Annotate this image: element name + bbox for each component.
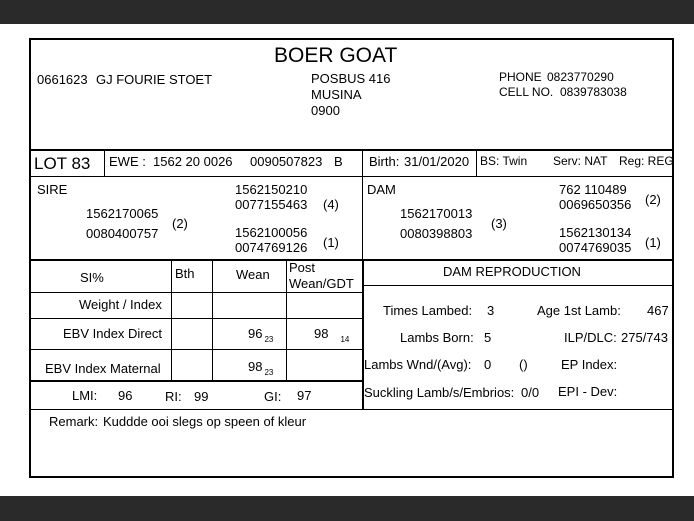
header-divider — [29, 149, 674, 151]
si-header: SI% — [80, 270, 104, 285]
si-row-line-4 — [29, 380, 362, 382]
sire-of-sire-1: 1562150210 — [235, 182, 308, 197]
dam-of-sire-count: (1) — [323, 235, 339, 250]
dam-repro-divider — [362, 285, 674, 286]
suckling-value: 0/0 — [521, 385, 540, 400]
sire-id-2: 0080400757 — [86, 226, 159, 241]
dam-id-2: 0080398803 — [400, 226, 473, 241]
ebv-maternal-wean: 98 $_{23}$ — [248, 359, 274, 377]
breeder-id: 0661623 — [37, 72, 88, 87]
sire-label: SIRE — [37, 182, 68, 197]
cell-number: 0839783038 — [560, 85, 627, 99]
si-col-line-1 — [171, 260, 172, 381]
address-line-2: MUSINA — [311, 87, 362, 102]
dam-of-dam-2: 0074769035 — [559, 240, 632, 255]
si-row-line-1 — [29, 292, 362, 293]
ilp-dlc-label: ILP/DLC: — [564, 330, 617, 345]
sire-of-dam-2: 0069650356 — [559, 197, 632, 212]
ebv-maternal-label: EBV Index Maternal — [45, 361, 161, 376]
pedigree-center-line — [362, 176, 363, 260]
si-col-line-3 — [286, 260, 287, 381]
pedigree-divider — [29, 259, 674, 261]
lot-number: LOT 83 — [34, 154, 91, 173]
ewe-id: 0090507823 — [250, 154, 323, 169]
lmi-label: LMI: — [72, 388, 98, 403]
times-lambed-label: Times Lambed: — [383, 303, 473, 318]
remark-text: Kuddde ooi slegs op speen of kleur — [103, 414, 307, 429]
lambs-weaned-label: Lambs Wnd/(Avg): — [364, 357, 472, 372]
ep-index-label: EP Index: — [561, 357, 618, 372]
sire-of-sire-count: (4) — [323, 197, 339, 212]
post-header: Post — [289, 260, 316, 275]
si-col-line-2 — [212, 260, 213, 381]
cell-label: CELL NO. — [499, 85, 554, 99]
age-first-lamb-label: Age 1st Lamb: — [537, 303, 621, 318]
ewe-number: 1562 20 0026 — [153, 154, 233, 169]
sire-of-dam-1: 762 110489 — [559, 182, 627, 197]
lot-divider — [29, 176, 674, 177]
lmi-value: 96 — [118, 388, 133, 403]
ebv-direct-post: 98 $_{14}$ — [314, 326, 350, 344]
bth-header: Bth — [175, 266, 195, 281]
weight-index-label: Weight / Index — [79, 297, 162, 312]
address-line-1: POSBUS 416 — [311, 71, 391, 86]
dam-of-sire-1: 1562100056 — [235, 225, 308, 240]
post-header-2: Wean/GDT — [289, 276, 354, 291]
wean-header: Wean — [236, 267, 270, 282]
page-title: BOER GOAT — [274, 44, 398, 67]
age-first-lamb-value: 467 — [647, 303, 669, 318]
lambs-born-label: Lambs Born: — [400, 330, 474, 345]
ri-label: RI: — [165, 389, 182, 404]
dam-count: (3) — [491, 216, 507, 231]
dam-label: DAM — [367, 182, 396, 197]
dam-of-dam-1: 1562130134 — [559, 225, 632, 240]
birth-status: BS: Twin — [480, 154, 528, 168]
ewe-grade: B — [334, 154, 343, 169]
phone-label: PHONE — [499, 70, 542, 84]
registration: Reg: REG — [619, 154, 674, 168]
dam-id-1: 1562170013 — [400, 206, 473, 221]
remark-label: Remark: — [49, 414, 99, 429]
ebv-direct-label: EBV Index Direct — [63, 326, 162, 341]
lambs-born-value: 5 — [484, 330, 492, 345]
ilp-dlc-value: 275/743 — [621, 330, 668, 345]
sire-id-1: 1562170065 — [86, 206, 159, 221]
gi-label: GI: — [264, 389, 282, 404]
gi-value: 97 — [297, 388, 312, 403]
times-lambed-value: 3 — [487, 303, 495, 318]
lot-sep-3 — [476, 150, 477, 176]
dam-reproduction-title: DAM REPRODUCTION — [443, 264, 581, 279]
birth-label: Birth: — [369, 154, 400, 169]
card-frame — [29, 38, 674, 478]
lambs-weaned-avg: () — [519, 357, 528, 372]
lambs-weaned-value: 0 — [484, 357, 492, 372]
breeder-name: GJ FOURIE STOET — [96, 72, 213, 87]
ewe-label: EWE : — [109, 154, 146, 169]
sire-of-sire-2: 0077155463 — [235, 197, 308, 212]
suckling-label: Suckling Lamb/s/Embrios: — [364, 385, 515, 400]
lot-card — [0, 24, 694, 496]
lot-sep-1 — [104, 150, 105, 176]
phone-number: 0823770290 — [547, 70, 614, 84]
sire-of-dam-count: (2) — [645, 192, 661, 207]
address-line-3: 0900 — [311, 103, 340, 118]
lot-sep-2 — [362, 150, 363, 176]
dam-of-dam-count: (1) — [645, 235, 661, 250]
ri-value: 99 — [194, 389, 209, 404]
si-row-line-2 — [29, 318, 362, 319]
sire-count: (2) — [172, 216, 188, 231]
index-divider — [29, 409, 674, 410]
service-type: Serv: NAT — [553, 154, 608, 168]
epi-dev-label: EPI - Dev: — [558, 384, 618, 399]
dam-of-sire-2: 0074769126 — [235, 240, 308, 255]
birth-date: 31/01/2020 — [404, 154, 470, 169]
si-row-line-3 — [29, 349, 362, 350]
ebv-direct-wean: 96 $_{23}$ — [248, 326, 274, 344]
